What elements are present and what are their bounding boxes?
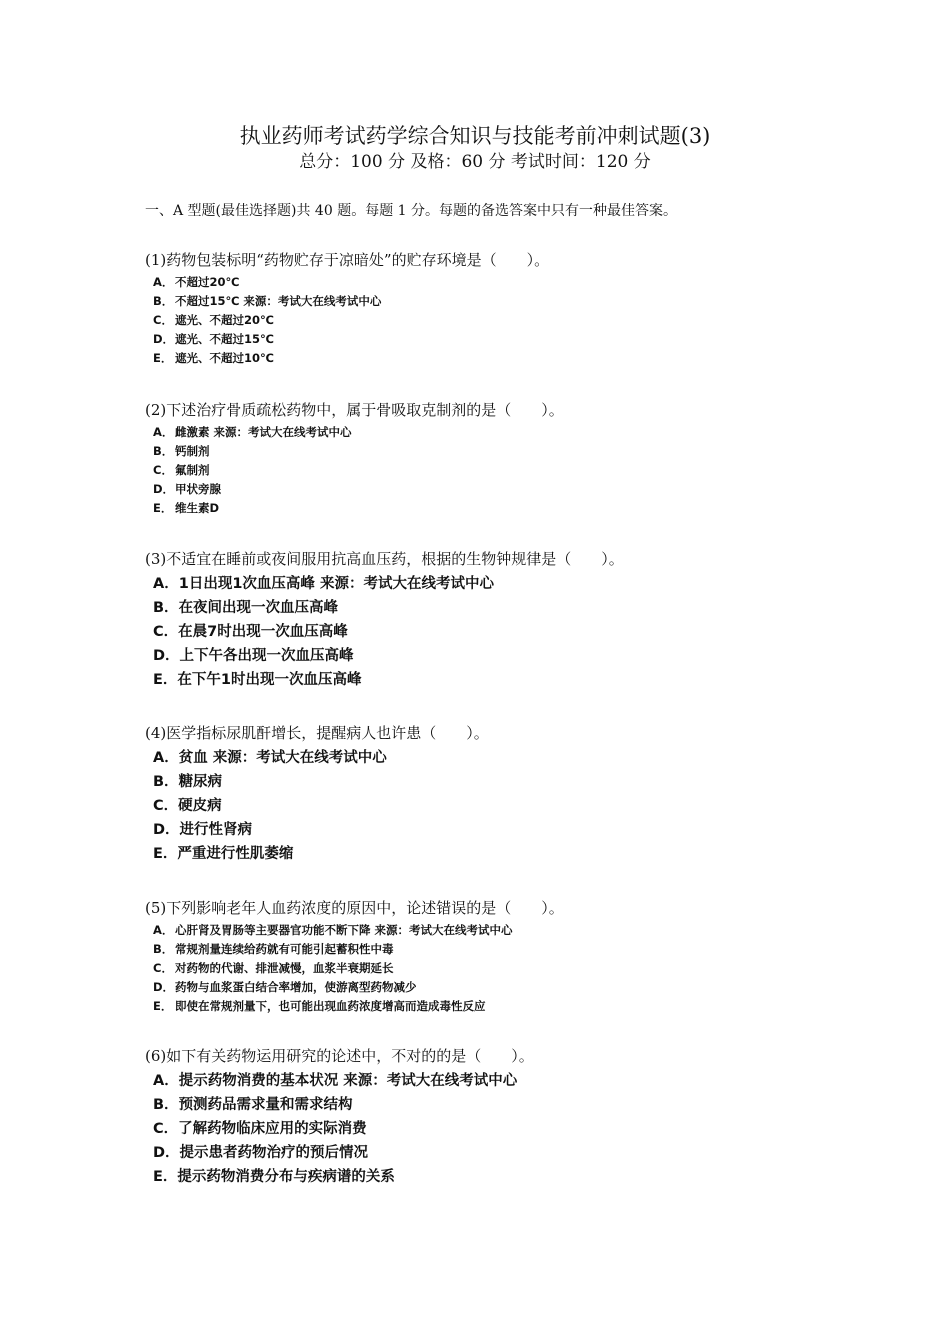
question-5 [145, 898, 865, 1016]
exam-info: 总分：100 分 及格：60 分 考试时间：120 分 [299, 152, 651, 172]
option-d: D．提示患者药物治疗的预后情况 [153, 1145, 369, 1161]
option-e: E．提示药物消费分布与疾病谱的关系 [153, 1169, 395, 1185]
option-a: A． 雌激素 来源：考试大在线考试中心 [153, 425, 352, 439]
option-d: D．进行性肾病 [153, 822, 253, 838]
option-list [145, 572, 865, 692]
option-b: B．糖尿病 [153, 774, 223, 790]
option-b: B．预测药品需求量和需求结构 [153, 1097, 353, 1113]
question-3 [145, 549, 865, 692]
option-c: C． 对药物的代谢、排泄减慢，血浆半衰期延长 [153, 961, 394, 975]
question-stem: (3)不适宜在睡前或夜间服用抗高血压药，根据的生物钟规律是（ ）。 [145, 550, 624, 568]
option-a: A．贫血 来源：考试大在线考试中心 [153, 750, 387, 766]
question-6 [145, 1046, 865, 1189]
option-e: E． 遮光、不超过10℃ [153, 351, 274, 365]
option-d: D．药物与血浆蛋白结合率增加，使游离型药物减少 [153, 980, 417, 994]
option-c: C．在晨7时出现一次血压高峰 [153, 624, 348, 640]
option-e: E．严重进行性肌萎缩 [153, 846, 294, 862]
option-d: D．遮光、不超过15℃ [153, 332, 274, 346]
option-e: E． 即使在常规剂量下，也可能出现血药浓度增高而造成毒性反应 [153, 999, 486, 1013]
option-e: E． 维生素D [153, 501, 220, 515]
question-stem: (6)如下有关药物运用研究的论述中，不对的的是（ ）。 [145, 1047, 534, 1065]
question-stem: (5)下列影响老年人血药浓度的原因中，论述错误的是（ ）。 [145, 899, 564, 917]
option-e: E．在下午1时出现一次血压高峰 [153, 672, 362, 688]
page-title: 执业药师考试药学综合知识与技能考前冲刺试题(3) [239, 124, 711, 148]
option-list [145, 1069, 865, 1189]
question-stem: (1)药物包装标明“药物贮存于凉暗处”的贮存环境是（ ）。 [145, 251, 550, 269]
option-b: B．在夜间出现一次血压高峰 [153, 600, 339, 616]
option-c: C．硬皮病 [153, 798, 222, 814]
question-2 [145, 400, 865, 518]
option-b: B． 常规剂量连续给药就有可能引起蓄积性中毒 [153, 942, 394, 956]
option-list [145, 746, 865, 866]
option-a: A． 不超过20℃ [153, 275, 240, 289]
option-c: C．了解药物临床应用的实际消费 [153, 1121, 367, 1137]
option-b: B． 钙制剂 [153, 444, 210, 458]
question-stem: (4)医学指标尿肌酐增长，提醒病人也许患（ ）。 [145, 724, 489, 742]
section-intro: 一、A 型题(最佳选择题)共 40 题。每题 1 分。每题的备选答案中只有一种最佳答案。 [145, 203, 678, 219]
question-4 [145, 723, 865, 866]
option-list [145, 423, 865, 518]
question-stem: (2)下述治疗骨质疏松药物中，属于骨吸取克制剂的是（ ）。 [145, 401, 564, 419]
option-list [145, 921, 865, 1016]
option-list [145, 273, 865, 368]
option-d: D．甲状旁腺 [153, 482, 221, 496]
option-a: A． 心肝肾及胃肠等主要器官功能不断下降 来源：考试大在线考试中心 [153, 923, 513, 937]
option-a: A．提示药物消费的基本状况 来源：考试大在线考试中心 [153, 1073, 518, 1089]
option-c: C． 氟制剂 [153, 463, 210, 477]
question-1 [145, 250, 865, 368]
option-a: A．1日出现1次血压高峰 来源：考试大在线考试中心 [153, 576, 494, 592]
option-c: C． 遮光、不超过20℃ [153, 313, 274, 327]
option-d: D．上下午各出现一次血压高峰 [153, 648, 354, 664]
option-b: B． 不超过15℃ 来源：考试大在线考试中心 [153, 294, 382, 308]
